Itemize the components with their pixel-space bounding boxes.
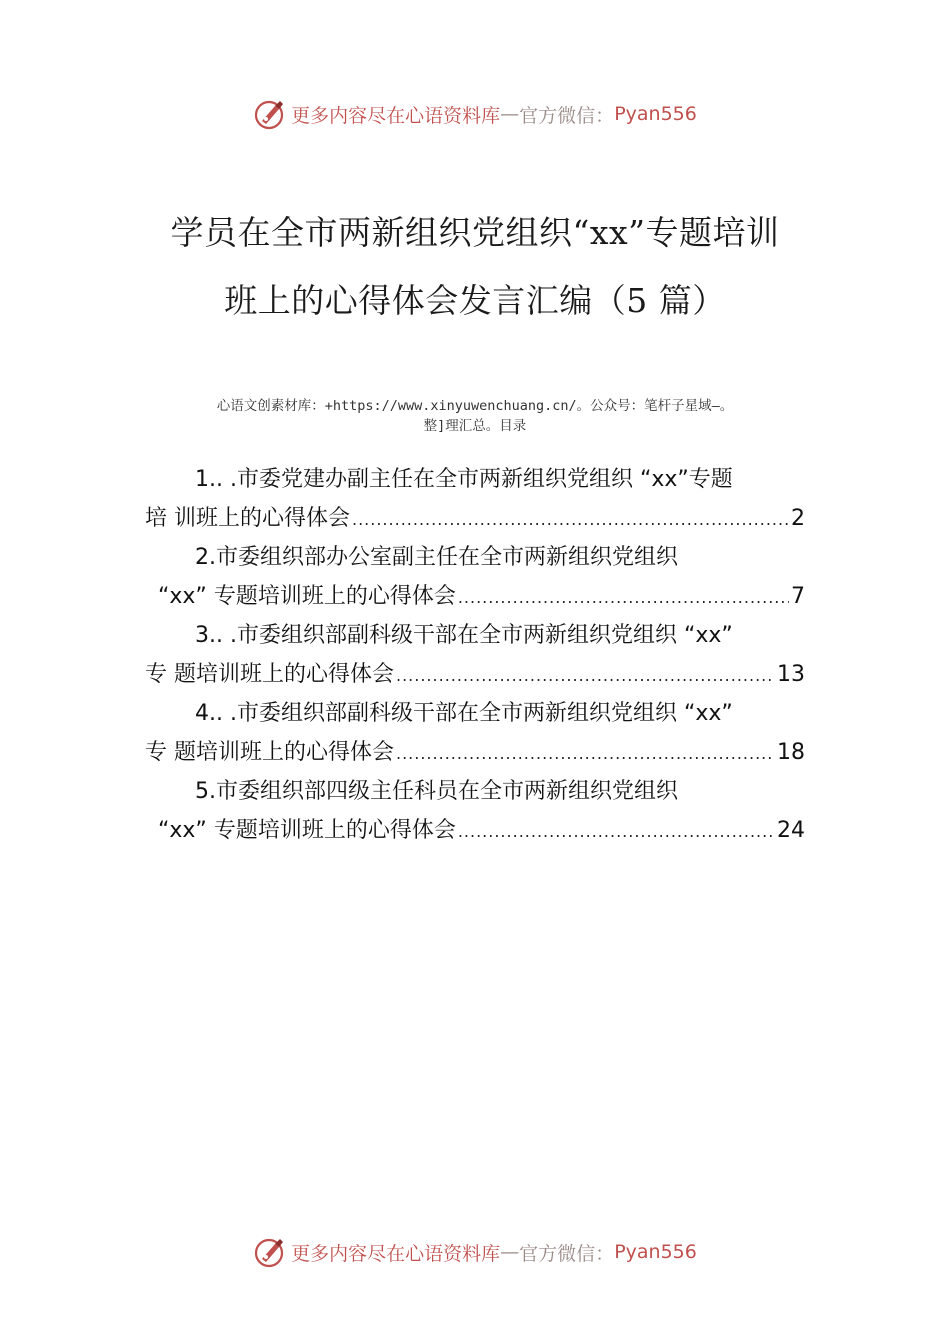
toc-entry-4[interactable]	[145, 694, 805, 772]
toc-entry-title-cont: “xx” 专题培训班上的心得体会	[158, 818, 456, 843]
pen-logo-icon	[253, 97, 287, 131]
dot-leader	[458, 578, 789, 617]
header-brand-text: 更多内容尽在心语资料库	[291, 104, 501, 127]
source-note-line1: 心语文创素材库：+https://www.xinyuwenchuang.cn/。公众号：笔杆子星域—。	[216, 398, 734, 414]
source-note-line2: 整]理汇总。目录	[423, 418, 527, 434]
header-wechat-label: 官方微信：	[519, 104, 615, 127]
footer-wechat-id: Pyan556	[614, 1241, 697, 1263]
dot-leader	[458, 812, 775, 851]
dot-leader	[396, 734, 775, 773]
toc-entry-title-cont: 专 题培训班上的心得体会	[145, 740, 394, 765]
toc-entry-title-cont: “xx” 专题培训班上的心得体会	[158, 584, 456, 609]
toc-entry-3[interactable]	[145, 616, 805, 694]
toc-entry-title: 2.市委组织部办公室副主任在全市两新组织党组织	[195, 545, 678, 570]
toc-entry-title: 1.. .市委党建办副主任在全市两新组织党组织 “xx”专题	[195, 467, 733, 492]
document-title-line1: 学员在全市两新组织党组织“xx”专题培训	[170, 213, 780, 252]
toc-entry-title: 5.市委组织部四级主任科员在全市两新组织党组织	[195, 779, 678, 804]
pen-logo-icon	[253, 1235, 287, 1269]
toc-page-number: 24	[777, 818, 805, 843]
document-title-line2: 班上的心得体会发言汇编（5 篇）	[224, 281, 726, 320]
header-wechat-id: Pyan556	[614, 103, 697, 125]
toc-entry-2[interactable]	[145, 538, 805, 616]
header-separator: —	[500, 103, 520, 125]
toc-page-number: 7	[791, 584, 805, 609]
toc-page-number: 13	[777, 662, 805, 687]
dot-leader	[352, 500, 789, 539]
dot-leader	[396, 656, 775, 695]
toc-entry-title: 4.. .市委组织部副科级干部在全市两新组织党组织 “xx”	[195, 701, 733, 726]
footer-brand-text: 更多内容尽在心语资料库	[291, 1242, 501, 1265]
header-banner	[0, 94, 950, 134]
footer-banner	[0, 1232, 950, 1272]
footer-wechat-label: 官方微信：	[519, 1242, 615, 1265]
toc-page-number: 2	[791, 506, 805, 531]
toc-entry-title-cont: 专 题培训班上的心得体会	[145, 662, 394, 687]
toc-entry-title-cont: 培 训班上的心得体会	[145, 506, 350, 531]
table-of-contents	[145, 460, 805, 850]
source-note	[150, 396, 800, 436]
toc-page-number: 18	[777, 740, 805, 765]
footer-separator: —	[500, 1241, 520, 1263]
toc-entry-5[interactable]	[145, 772, 805, 850]
toc-entry-1[interactable]	[145, 460, 805, 538]
toc-entry-title: 3.. .市委组织部副科级干部在全市两新组织党组织 “xx”	[195, 623, 733, 648]
